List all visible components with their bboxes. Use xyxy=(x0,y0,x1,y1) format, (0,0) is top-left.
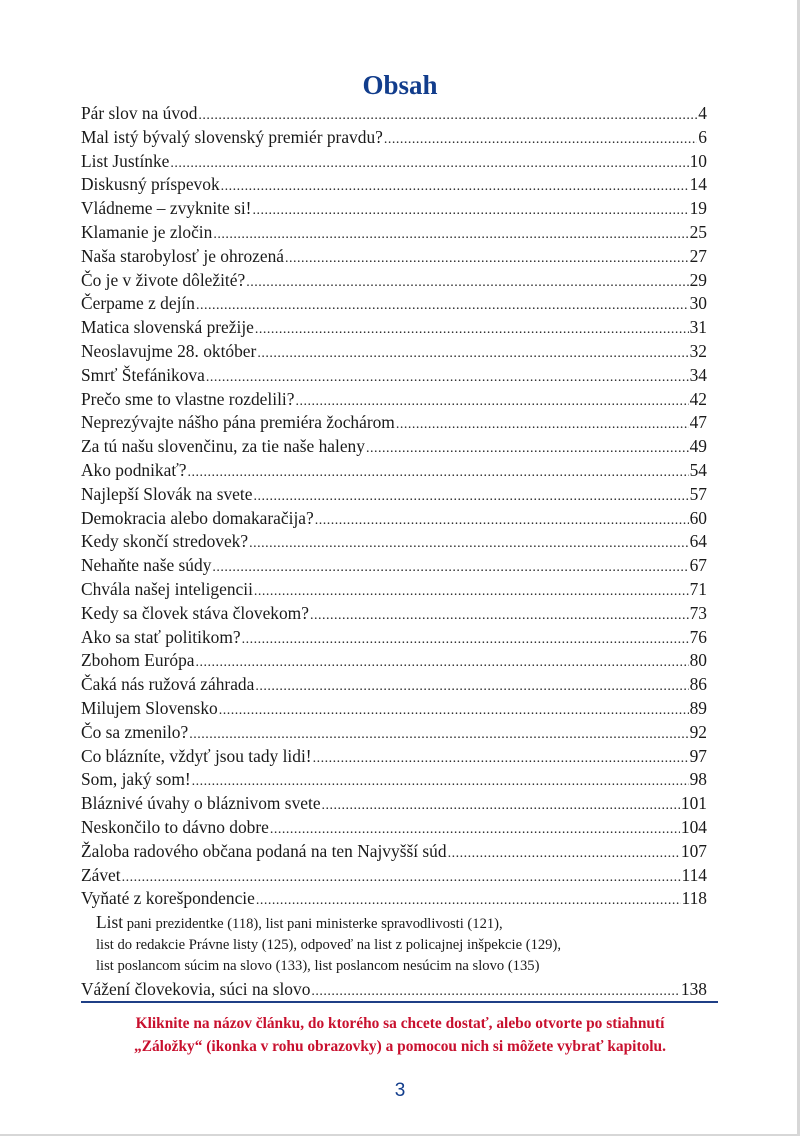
toc-entry[interactable] xyxy=(81,626,707,650)
dot-leader xyxy=(249,532,689,556)
toc-entry[interactable] xyxy=(81,721,707,745)
dot-leader xyxy=(313,747,689,771)
toc-entry-title: Naša starobylosť je ohrozená xyxy=(81,245,285,266)
toc-entry[interactable] xyxy=(81,507,707,531)
dot-leader xyxy=(246,271,688,295)
toc-entry-page: 6 xyxy=(698,126,707,147)
toc-entry-title: Ako podnikať? xyxy=(81,459,187,480)
toc-entry-title: Demokracia alebo domakaračija? xyxy=(81,507,314,528)
toc-entry[interactable] xyxy=(81,697,707,721)
toc-entry[interactable] xyxy=(81,340,707,364)
toc-entry-title: Najlepší Slovák na svete xyxy=(81,483,253,504)
toc-list xyxy=(81,102,707,911)
toc-entry-page: 89 xyxy=(689,697,707,718)
toc-entry[interactable] xyxy=(81,792,707,816)
toc-entry-title: Neprezývajte nášho pána premiéra žochárom xyxy=(81,412,395,433)
toc-entry-title: Čo sa zmenilo? xyxy=(81,721,189,742)
correspondence-sub-entries xyxy=(81,912,707,977)
toc-entry[interactable] xyxy=(81,388,707,412)
toc-entry-title: Diskusný príspevok xyxy=(81,174,220,195)
toc-entry-page: 80 xyxy=(689,650,707,671)
dot-leader xyxy=(212,556,688,580)
toc-entry-title: Vládneme – zvyknite si! xyxy=(81,198,252,219)
toc-entry-page: 101 xyxy=(680,793,707,814)
toc-entry-title: Milujem Slovensko xyxy=(81,697,218,718)
toc-entry-title: Som, jaký som! xyxy=(81,769,191,790)
toc-entry[interactable] xyxy=(81,221,707,245)
toc-entry-page: 32 xyxy=(689,340,707,361)
dot-leader xyxy=(253,485,688,509)
toc-entry-page: 98 xyxy=(689,769,707,790)
toc-entry-title: Ako sa stať politikom? xyxy=(81,626,241,647)
dot-leader xyxy=(196,651,689,675)
toc-entry-title: Bláznivé úvahy o bláznivom svete xyxy=(81,793,321,814)
toc-entry-page: 19 xyxy=(689,198,707,219)
toc-entry[interactable] xyxy=(81,887,707,911)
toc-entry-page: 47 xyxy=(689,412,707,433)
toc-entry-title: Matica slovenská prežije xyxy=(81,317,254,338)
dot-leader xyxy=(366,437,689,461)
instruction-note-line-1: Kliknite na názov článku, do ktorého sa chcete dostať, alebo otvorte po stiahnutí xyxy=(135,1015,665,1032)
toc-entry-title: Kedy sa človek stáva človekom? xyxy=(81,602,309,623)
dot-leader xyxy=(170,152,688,176)
toc-entry-page: 29 xyxy=(689,269,707,290)
toc-entry[interactable] xyxy=(81,269,707,293)
toc-entry-page: 4 xyxy=(698,103,707,123)
toc-entry-page: 71 xyxy=(689,578,707,599)
sub-entry-line-1[interactable] xyxy=(96,912,707,935)
toc-entry-title: Čerpame z dejín xyxy=(81,293,195,314)
toc-entry-page: 14 xyxy=(689,174,707,195)
toc-entry-page: 104 xyxy=(680,816,707,837)
toc-entry-page: 31 xyxy=(689,317,707,338)
toc-entry[interactable] xyxy=(81,840,707,864)
toc-entry[interactable] xyxy=(81,864,707,888)
dot-leader xyxy=(196,294,689,318)
dot-leader xyxy=(257,342,688,366)
sub-entry-line-2[interactable]: list do redakcie Právne listy (125), odpoveď na list z policajnej inšpekcie (129), xyxy=(96,937,561,954)
toc-entry-page: 86 xyxy=(689,674,707,695)
dot-leader xyxy=(242,628,689,652)
dot-leader xyxy=(396,413,689,437)
toc-entry-title: Čo je v živote dôležité? xyxy=(81,269,246,290)
toc-entry-title: Kedy skončí stredovek? xyxy=(81,531,249,552)
dot-leader xyxy=(189,723,688,747)
toc-entry[interactable] xyxy=(81,483,707,507)
toc-entry-page: 60 xyxy=(689,507,707,528)
sub-entry-line-1-text: pani prezidentke (118), list pani ministerke spravodlivosti (121), xyxy=(123,916,503,933)
dot-leader xyxy=(219,699,689,723)
toc-entry-page: 67 xyxy=(689,555,707,576)
toc-entry[interactable] xyxy=(81,411,707,435)
dot-leader xyxy=(384,128,697,152)
dot-leader xyxy=(310,604,689,628)
toc-entry[interactable] xyxy=(81,602,707,626)
toc-entry[interactable] xyxy=(81,554,707,578)
instruction-note xyxy=(0,1012,800,1058)
toc-entry-title: Neoslavujme 28. október xyxy=(81,340,257,361)
toc-entry-page: 42 xyxy=(689,388,707,409)
toc-entry-title: Chvála našej inteligencii xyxy=(81,578,253,599)
dot-leader xyxy=(198,104,697,128)
toc-entry-title: Zbohom Európa xyxy=(81,650,195,671)
dot-leader xyxy=(192,770,689,794)
toc-entry[interactable] xyxy=(81,649,707,673)
toc-entry[interactable] xyxy=(81,364,707,388)
toc-entry-page: 118 xyxy=(681,888,707,909)
toc-entry-title: Za tú našu slovenčinu, za tie naše haleny xyxy=(81,436,365,457)
toc-entry-page: 92 xyxy=(689,721,707,742)
toc-entry[interactable] xyxy=(81,245,707,269)
toc-entry-page: 54 xyxy=(689,459,707,480)
dot-leader xyxy=(187,461,688,485)
dot-leader xyxy=(270,818,680,842)
instruction-note-line-2: „Záložky“ (ikonka v rohu obrazovky) a pomocou nich si môžete vybrať kapitolu. xyxy=(134,1038,666,1055)
toc-entry[interactable] xyxy=(81,435,707,459)
toc-entry-title: Pár slov na úvod xyxy=(81,103,198,123)
toc-entry-title: List Justínke xyxy=(81,150,170,171)
toc-entry-page: 34 xyxy=(689,364,707,385)
dot-leader xyxy=(213,223,688,247)
toc-entry-title: Závet xyxy=(81,864,121,885)
toc-entry-final[interactable] xyxy=(81,978,707,1002)
toc-entry-page: 114 xyxy=(681,864,707,885)
toc-entry[interactable] xyxy=(81,126,707,150)
toc-entry-title: Žaloba radového občana podaná na ten Najvyšší súd xyxy=(81,840,447,861)
toc-entry-page: 97 xyxy=(689,745,707,766)
page-number: 3 xyxy=(394,1080,406,1101)
dot-leader xyxy=(256,889,681,913)
toc-entry-page: 49 xyxy=(689,436,707,457)
sub-entry-line-3[interactable]: list poslancom súcim na slovo (133), list poslancom nesúcim na slovo (135) xyxy=(96,958,540,975)
divider-line xyxy=(81,1001,718,1003)
sub-entry-lead-word: List xyxy=(96,912,124,933)
dot-leader xyxy=(255,318,689,342)
toc-entry-title: Vyňaté z korešpondencie xyxy=(81,888,255,909)
toc-entry-page: 73 xyxy=(689,602,707,623)
toc-entry-title: Klamanie je zločin xyxy=(81,221,213,242)
toc-entry-title: Čaká nás ružová záhrada xyxy=(81,674,255,695)
toc-entry-page: 138 xyxy=(680,979,707,1000)
toc-entry-page: 25 xyxy=(689,221,707,242)
toc-entry[interactable] xyxy=(81,197,707,221)
toc-entry-page: 107 xyxy=(680,840,707,861)
toc-entry-page: 27 xyxy=(689,245,707,266)
toc-entry-page: 30 xyxy=(689,293,707,314)
toc-entry[interactable] xyxy=(81,578,707,602)
toc-entry[interactable] xyxy=(81,173,707,197)
dot-leader xyxy=(252,199,688,223)
dot-leader xyxy=(295,390,688,414)
toc-entry-page: 10 xyxy=(689,150,707,171)
toc-entry[interactable] xyxy=(81,530,707,554)
toc-entry[interactable] xyxy=(81,292,707,316)
page-title: Obsah xyxy=(362,70,438,100)
dot-leader xyxy=(254,580,689,604)
toc-entry-title: Mal istý bývalý slovenský premiér pravdu? xyxy=(81,126,383,147)
dot-leader xyxy=(315,509,689,533)
toc-entry-title: Prečo sme to vlastne rozdelili? xyxy=(81,388,295,409)
toc-entry[interactable] xyxy=(81,745,707,769)
dot-leader xyxy=(322,794,680,818)
dot-leader xyxy=(255,675,688,699)
table-of-contents xyxy=(81,102,707,1002)
toc-entry-title: Vážení človekovia, súci na slovo xyxy=(81,979,311,1000)
dot-leader xyxy=(206,366,689,390)
toc-entry[interactable] xyxy=(81,768,707,792)
toc-entry-page: 57 xyxy=(689,483,707,504)
toc-entry[interactable] xyxy=(81,102,707,126)
dot-leader xyxy=(122,866,681,890)
toc-entry-title: Smrť Štefánikova xyxy=(81,364,205,385)
toc-entry-page: 76 xyxy=(689,626,707,647)
dot-leader xyxy=(448,842,680,866)
toc-entry-title: Neskončilo to dávno dobre xyxy=(81,816,269,837)
dot-leader xyxy=(221,175,689,199)
toc-entry[interactable] xyxy=(81,816,707,840)
toc-entry[interactable] xyxy=(81,459,707,483)
toc-entry[interactable] xyxy=(81,150,707,174)
toc-entry[interactable] xyxy=(81,673,707,697)
dot-leader xyxy=(285,247,689,271)
toc-entry[interactable] xyxy=(81,316,707,340)
toc-entry-title: Co blázníte, vždyť jsou tady lidi! xyxy=(81,745,312,766)
toc-entry-page: 64 xyxy=(689,531,707,552)
toc-entry-title: Nehaňte naše súdy xyxy=(81,555,212,576)
